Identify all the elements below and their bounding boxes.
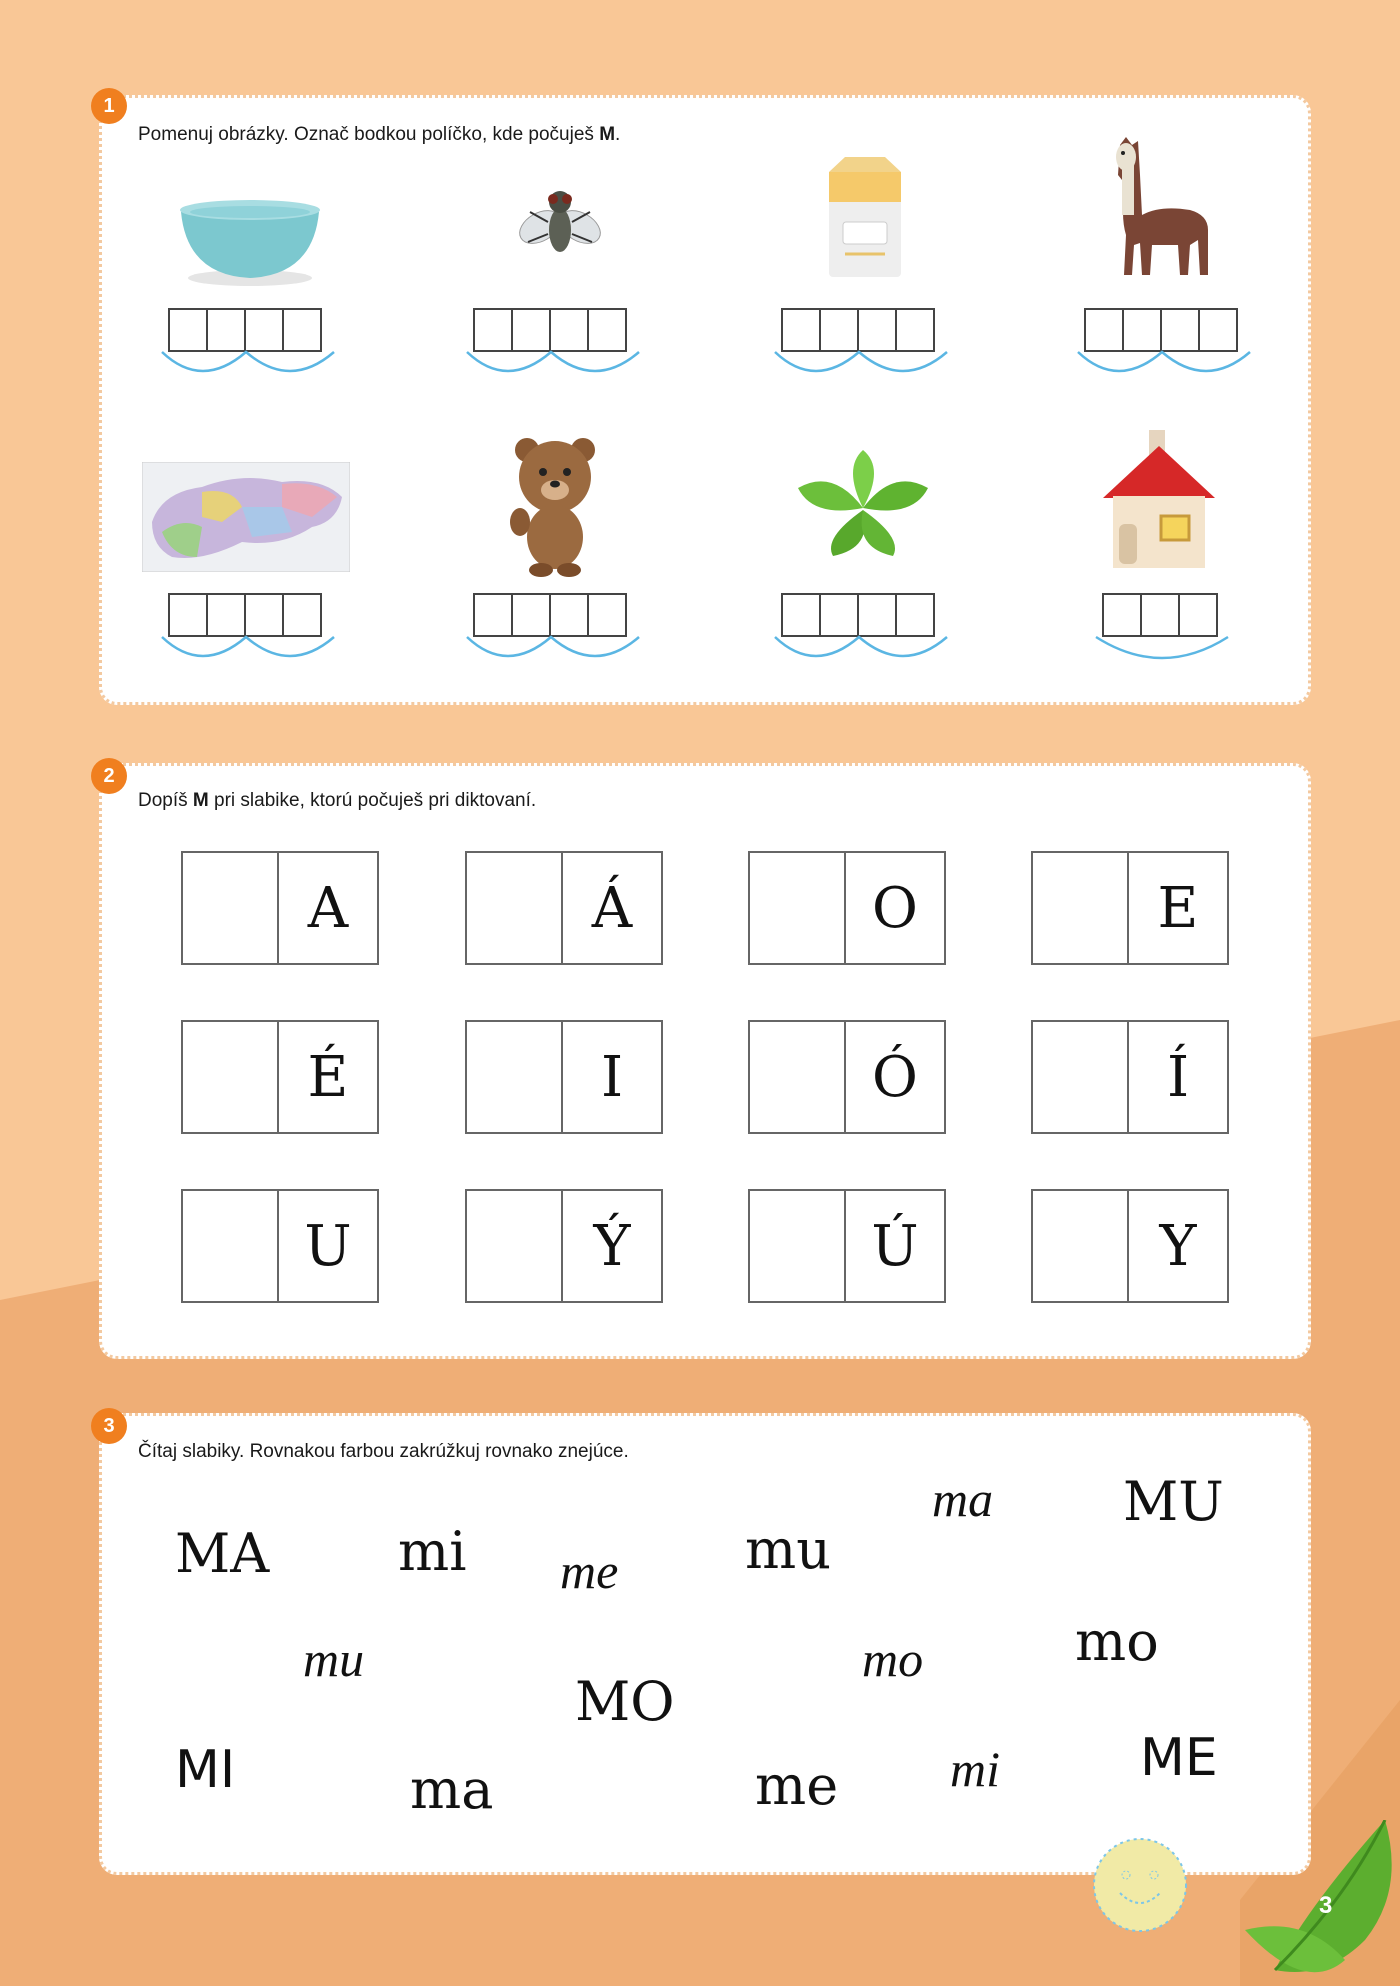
bear-image <box>505 432 605 578</box>
syllable-box[interactable] <box>1031 1020 1229 1134</box>
syllable-word[interactable]: mu <box>745 1518 831 1581</box>
syllable-box[interactable] <box>181 851 379 965</box>
write-cell[interactable] <box>1033 1191 1129 1301</box>
syllable-arc-house <box>1094 635 1230 665</box>
syllable-box[interactable] <box>1031 1189 1229 1303</box>
map-image <box>142 462 350 572</box>
write-cell[interactable] <box>467 853 563 963</box>
syllable-arcs-bear <box>465 635 641 665</box>
smiley-icon <box>1090 1835 1190 1935</box>
syllable-word[interactable]: me <box>560 1543 619 1599</box>
exercise-3-number: 3 <box>91 1408 127 1444</box>
syllable-word[interactable]: MO <box>575 1670 675 1733</box>
vowel-letter: Y <box>1159 1213 1197 1279</box>
syllable-box[interactable] <box>465 1020 663 1134</box>
syllable-box[interactable] <box>181 1189 379 1303</box>
syllable-word[interactable]: mu <box>303 1631 365 1687</box>
exercise-2-instruction: Dopíš M pri slabike, ktorú počuješ pri diktovaní. <box>138 790 537 811</box>
vowel-letter: I <box>600 1044 624 1110</box>
write-cell[interactable] <box>183 853 279 963</box>
syllable-word[interactable]: mo <box>862 1631 924 1687</box>
syllable-word[interactable]: ME <box>1140 1728 1218 1788</box>
write-cell[interactable] <box>467 1191 563 1301</box>
page-number: 3 <box>1319 1892 1333 1919</box>
syllable-word[interactable]: me <box>755 1754 839 1817</box>
syllable-word[interactable]: ma <box>410 1758 494 1821</box>
sound-boxes-fly[interactable] <box>475 308 627 352</box>
vowel-letter: E <box>1157 875 1199 941</box>
write-cell[interactable] <box>467 1022 563 1132</box>
bowl-image <box>175 190 325 290</box>
syllable-word[interactable]: MU <box>1123 1470 1224 1533</box>
syllable-word[interactable]: mo <box>1075 1610 1159 1673</box>
write-cell[interactable] <box>750 853 846 963</box>
syllable-arcs-llama <box>1076 350 1252 380</box>
syllable-box[interactable] <box>748 851 946 965</box>
vowel-letter: Ý <box>593 1213 631 1279</box>
write-cell[interactable] <box>750 1191 846 1301</box>
write-cell[interactable] <box>750 1022 846 1132</box>
vowel-letter: Ú <box>871 1213 919 1279</box>
flour-bag-image <box>815 152 915 282</box>
sound-boxes-mint[interactable] <box>783 593 935 637</box>
sound-boxes-bear[interactable] <box>475 593 627 637</box>
syllable-box[interactable] <box>748 1189 946 1303</box>
write-cell[interactable] <box>183 1191 279 1301</box>
house-image <box>1093 428 1225 576</box>
syllable-word[interactable]: mi <box>398 1520 467 1583</box>
vowel-letter: O <box>872 875 918 941</box>
exercise-2-number: 2 <box>91 758 127 794</box>
sound-boxes-llama[interactable] <box>1086 308 1238 352</box>
sound-boxes-flour[interactable] <box>783 308 935 352</box>
exercise-1-number: 1 <box>91 88 127 124</box>
syllable-word[interactable]: ma <box>932 1471 994 1527</box>
sound-boxes-bowl[interactable] <box>170 308 322 352</box>
sound-boxes-map[interactable] <box>170 593 322 637</box>
syllable-word[interactable]: MA <box>175 1522 270 1585</box>
vowel-letter: Á <box>591 875 633 941</box>
fly-image <box>510 172 610 272</box>
write-cell[interactable] <box>1033 1022 1129 1132</box>
syllable-box[interactable] <box>1031 851 1229 965</box>
syllable-arcs-fly <box>465 350 641 380</box>
syllable-word[interactable]: mi <box>950 1741 1000 1797</box>
syllable-box[interactable] <box>465 1189 663 1303</box>
vowel-letter: Ó <box>872 1044 918 1110</box>
mint-image <box>793 448 933 560</box>
syllable-box[interactable] <box>465 851 663 965</box>
leaf-icon <box>1235 1820 1400 1986</box>
vowel-letter: A <box>307 875 349 941</box>
write-cell[interactable] <box>183 1022 279 1132</box>
syllable-arcs-map <box>160 635 336 665</box>
sound-boxes-house[interactable] <box>1104 593 1218 637</box>
write-cell[interactable] <box>1033 853 1129 963</box>
exercise-1-instruction: Pomenuj obrázky. Označ bodkou políčko, kde počuješ M. <box>138 124 621 145</box>
exercise-3-instruction: Čítaj slabiky. Rovnakou farbou zakrúžkuj rovnako znejúce. <box>138 1441 629 1462</box>
vowel-letter: U <box>304 1213 352 1279</box>
syllable-arcs-flour <box>773 350 949 380</box>
llama-image <box>1090 135 1220 285</box>
syllable-arcs-mint <box>773 635 949 665</box>
syllable-box[interactable] <box>181 1020 379 1134</box>
syllable-word[interactable]: MI <box>175 1740 236 1800</box>
vowel-letter: É <box>307 1044 349 1110</box>
syllable-box[interactable] <box>748 1020 946 1134</box>
syllable-arcs-bowl <box>160 350 336 380</box>
vowel-letter: Í <box>1166 1044 1190 1110</box>
